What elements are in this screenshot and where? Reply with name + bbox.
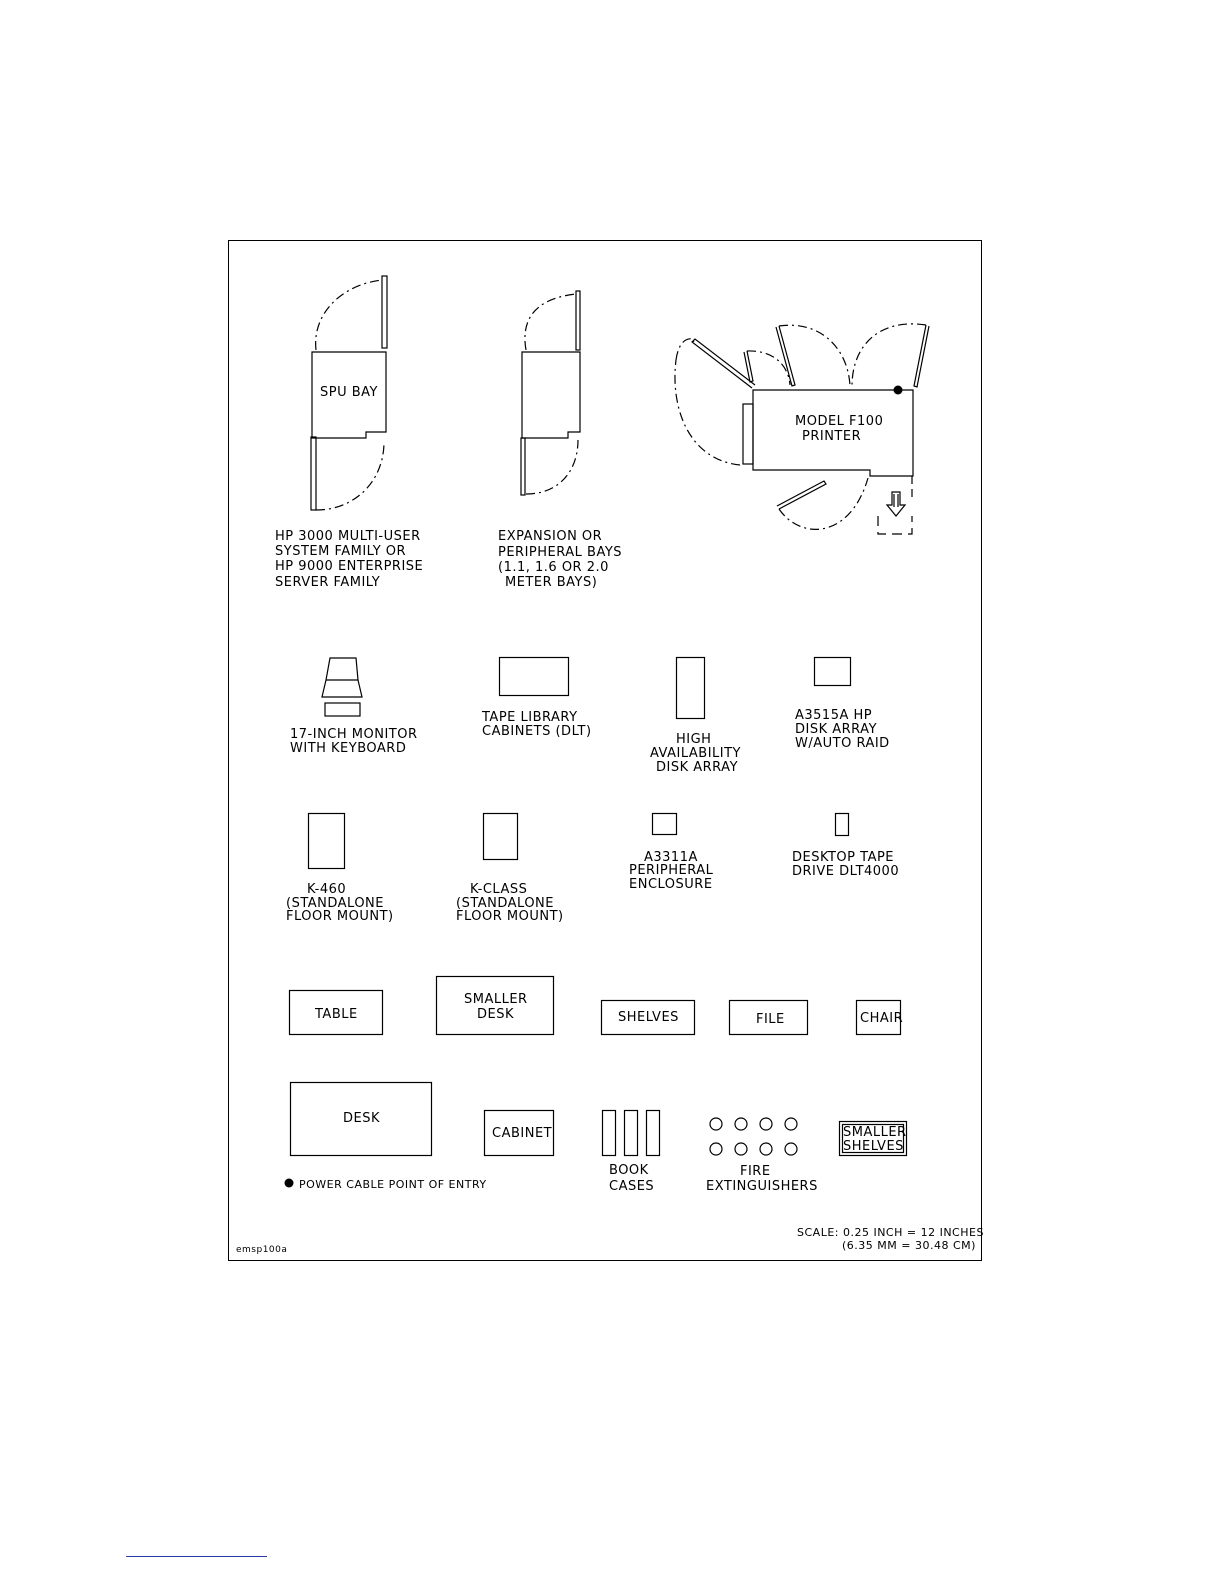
- svg-text:(STANDALONE: (STANDALONE: [286, 896, 384, 911]
- fire-extinguishers-label: [706, 1164, 818, 1194]
- svg-text:METER BAYS): METER BAYS): [505, 575, 598, 590]
- svg-text:PERIPHERAL: PERIPHERAL: [629, 863, 714, 878]
- svg-text:CABINETS (DLT): CABINETS (DLT): [482, 724, 592, 739]
- svg-text:DISK ARRAY: DISK ARRAY: [656, 760, 739, 775]
- svg-text:SMALLER: SMALLER: [843, 1125, 907, 1140]
- svg-text:SMALLER: SMALLER: [464, 992, 528, 1007]
- svg-text:(STANDALONE: (STANDALONE: [456, 896, 554, 911]
- svg-text:SERVER FAMILY: SERVER FAMILY: [275, 575, 381, 590]
- svg-text:ENCLOSURE: ENCLOSURE: [629, 877, 713, 892]
- svg-text:17-INCH MONITOR: 17-INCH MONITOR: [290, 727, 418, 742]
- a3311a-label: [629, 850, 714, 892]
- file-label: FILE: [756, 1012, 785, 1027]
- kclass-label: [456, 882, 564, 924]
- spu-bay-label: SPU BAY: [320, 385, 378, 400]
- a3515a-label: [795, 708, 890, 751]
- figure-id: emsp100a: [236, 1245, 288, 1255]
- legend-dot-icon: [285, 1179, 294, 1188]
- svg-text:BOOK: BOOK: [609, 1163, 649, 1178]
- dlt4000-label: [792, 850, 899, 879]
- expansion-bay-symbol: [521, 291, 580, 495]
- k460-symbol: [309, 814, 345, 869]
- svg-text:DRIVE DLT4000: DRIVE DLT4000: [792, 864, 900, 879]
- svg-text:HP 9000 ENTERPRISE: HP 9000 ENTERPRISE: [275, 559, 424, 574]
- smaller-shelves-label: [843, 1125, 907, 1154]
- book-cases-label: [609, 1163, 654, 1194]
- svg-text:SYSTEM FAMILY OR: SYSTEM FAMILY OR: [275, 544, 407, 559]
- desk-label: DESK: [343, 1111, 381, 1126]
- svg-text:FLOOR MOUNT): FLOOR MOUNT): [286, 909, 394, 924]
- svg-text:K-CLASS: K-CLASS: [470, 882, 528, 897]
- fire-extinguishers-symbol: [710, 1118, 797, 1155]
- svg-text:(6.35 MM = 30.48 CM): (6.35 MM = 30.48 CM): [842, 1239, 976, 1252]
- svg-text:FLOOR MOUNT): FLOOR MOUNT): [456, 909, 564, 924]
- svg-text:SHELVES: SHELVES: [843, 1139, 904, 1154]
- a3311a-symbol: [653, 814, 677, 835]
- svg-text:SCALE: 0.25 INCH = 12 INCHES: SCALE: 0.25 INCH = 12 INCHES: [797, 1226, 984, 1239]
- svg-text:DISK ARRAY: DISK ARRAY: [795, 722, 878, 737]
- svg-text:FIRE: FIRE: [740, 1164, 771, 1179]
- shelves-label: SHELVES: [618, 1010, 679, 1025]
- svg-text:(1.1, 1.6 OR 2.0: (1.1, 1.6 OR 2.0: [498, 560, 609, 575]
- ha-disk-array-label: [650, 732, 741, 775]
- svg-text:EXPANSION OR: EXPANSION OR: [498, 529, 603, 544]
- monitor-symbol: [322, 658, 362, 716]
- svg-text:WITH KEYBOARD: WITH KEYBOARD: [290, 741, 407, 756]
- svg-text:AVAILABILITY: AVAILABILITY: [650, 746, 741, 761]
- svg-text:W/AUTO RAID: W/AUTO RAID: [795, 736, 890, 751]
- svg-text:EXTINGUISHERS: EXTINGUISHERS: [706, 1179, 818, 1194]
- svg-text:HIGH: HIGH: [676, 732, 712, 747]
- tape-library-label: [481, 710, 592, 739]
- expansion-label: [498, 529, 622, 590]
- svg-text:DESKTOP TAPE: DESKTOP TAPE: [792, 850, 895, 865]
- svg-text:MODEL F100: MODEL F100: [795, 414, 884, 429]
- svg-text:TAPE LIBRARY: TAPE LIBRARY: [482, 710, 578, 725]
- svg-text:K-460: K-460: [307, 882, 347, 897]
- svg-text:CASES: CASES: [609, 1179, 655, 1194]
- svg-text:PRINTER: PRINTER: [802, 429, 862, 444]
- monitor-label: [290, 727, 418, 756]
- hp3000-label: [275, 529, 423, 590]
- footer-rule: [126, 1556, 267, 1557]
- kclass-symbol: [484, 814, 518, 860]
- k460-label: [286, 882, 394, 924]
- svg-text:A3311A: A3311A: [644, 850, 698, 865]
- svg-text:DESK: DESK: [477, 1007, 515, 1022]
- svg-text:HP 3000 MULTI-USER: HP 3000 MULTI-USER: [275, 529, 421, 544]
- book-cases-symbol: [603, 1111, 660, 1156]
- svg-text:A3515A HP: A3515A HP: [795, 708, 873, 723]
- chair-label: CHAIR: [860, 1011, 904, 1026]
- cabinet-label: CABINET: [492, 1126, 553, 1141]
- scale-note: [797, 1226, 984, 1252]
- table-label: TABLE: [315, 1007, 358, 1022]
- printer-label: [795, 414, 883, 444]
- ha-disk-array-symbol: [677, 658, 705, 719]
- a3515a-symbol: [815, 658, 851, 686]
- power-entry-dot: [894, 386, 903, 395]
- tape-library-symbol: [500, 658, 569, 696]
- dlt4000-symbol: [836, 814, 849, 836]
- smaller-desk-label: [464, 992, 528, 1022]
- legend-power-label: POWER CABLE POINT OF ENTRY: [299, 1178, 487, 1191]
- svg-text:PERIPHERAL BAYS: PERIPHERAL BAYS: [498, 545, 623, 560]
